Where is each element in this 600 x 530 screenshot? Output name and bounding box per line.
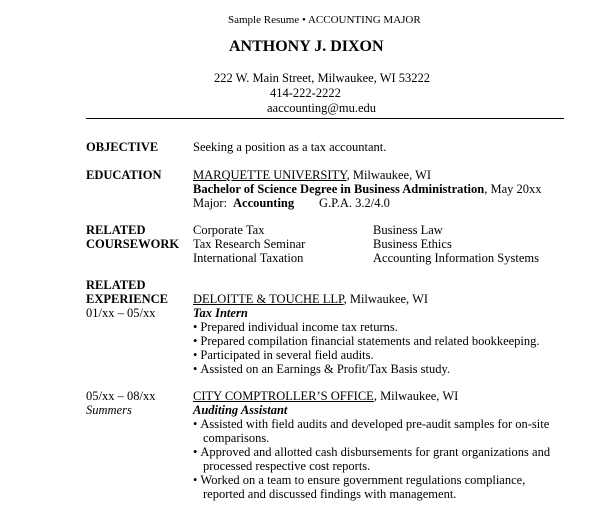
job-bullet-continuation: processed respective cost reports.	[203, 459, 371, 473]
experience-label-line1: RELATED	[86, 278, 146, 292]
employer-location: , Milwaukee, WI	[343, 292, 429, 306]
employer-name: DELOITTE & TOUCHE LLP	[193, 292, 344, 306]
applicant-name: ANTHONY J. DIXON	[229, 38, 384, 55]
header-divider	[86, 118, 564, 119]
coursework-label-line1: RELATED	[86, 223, 146, 237]
job-bullet: • Participated in several field audits.	[193, 348, 374, 363]
job-bullet: • Prepared individual income tax returns.	[193, 320, 398, 335]
course-item: Tax Research Seminar	[193, 237, 306, 251]
job-bullet-continuation: comparisons.	[203, 431, 270, 445]
job-note: Summers	[86, 403, 132, 417]
header-sample-resume: Sample Resume	[228, 14, 300, 26]
job-dates: 05/xx – 08/xx	[86, 389, 156, 403]
job-dates: 01/xx – 05/xx	[86, 306, 156, 320]
gpa: G.P.A. 3.2/4.0	[319, 196, 390, 210]
header-top-line	[228, 14, 421, 26]
education-degree-line	[193, 182, 542, 197]
school-name: MARQUETTE UNIVERSITY	[193, 168, 347, 182]
major-label: Major:	[193, 196, 228, 210]
course-item: Business Ethics	[373, 237, 452, 251]
objective-text: Seeking a position as a tax accountant.	[193, 140, 387, 154]
employer-name: CITY COMPTROLLER’S OFFICE	[193, 389, 374, 403]
course-item: Accounting Information Systems	[373, 251, 539, 265]
job-employer-line	[193, 292, 428, 307]
bullet-separator: •	[301, 14, 306, 26]
job-bullet: • Approved and allotted cash disbursements for grant organizations and	[193, 445, 550, 460]
experience-label-line2: EXPERIENCE	[86, 292, 168, 306]
education-school-line	[193, 168, 431, 183]
course-item: Business Law	[373, 223, 443, 237]
objective-label: OBJECTIVE	[86, 140, 159, 154]
address: 222 W. Main Street, Milwaukee, WI 53222	[214, 71, 431, 85]
job-bullet: • Worked on a team to ensure government regulations compliance,	[193, 473, 525, 488]
coursework-label-line2: COURSEWORK	[86, 237, 180, 251]
job-bullet: • Assisted on an Earnings & Profit/Tax Basis study.	[193, 362, 450, 377]
phone: 414-222-2222	[270, 86, 341, 100]
job-bullet: • Assisted with field audits and developed pre-audit samples for on-site	[193, 417, 549, 432]
job-title: Tax Intern	[193, 306, 248, 320]
school-location: , Milwaukee, WI	[346, 168, 432, 182]
course-item: Corporate Tax	[193, 223, 265, 237]
job-title: Auditing Assistant	[193, 403, 288, 417]
job-employer-line	[193, 389, 458, 404]
email: aaccounting@mu.edu	[267, 101, 377, 115]
employer-location: , Milwaukee, WI	[373, 389, 459, 403]
job-bullet-continuation: reported and discussed findings with management.	[203, 487, 457, 501]
education-label: EDUCATION	[86, 168, 162, 182]
major-value: Accounting	[233, 196, 295, 210]
header-major-label: ACCOUNTING MAJOR	[307, 14, 421, 26]
degree-date: , May 20xx	[484, 182, 542, 196]
degree: Bachelor of Science Degree in Business Administration	[193, 182, 485, 196]
job-bullet: • Prepared compilation financial statements and related bookkeeping.	[193, 334, 540, 349]
course-item: International Taxation	[193, 251, 304, 265]
